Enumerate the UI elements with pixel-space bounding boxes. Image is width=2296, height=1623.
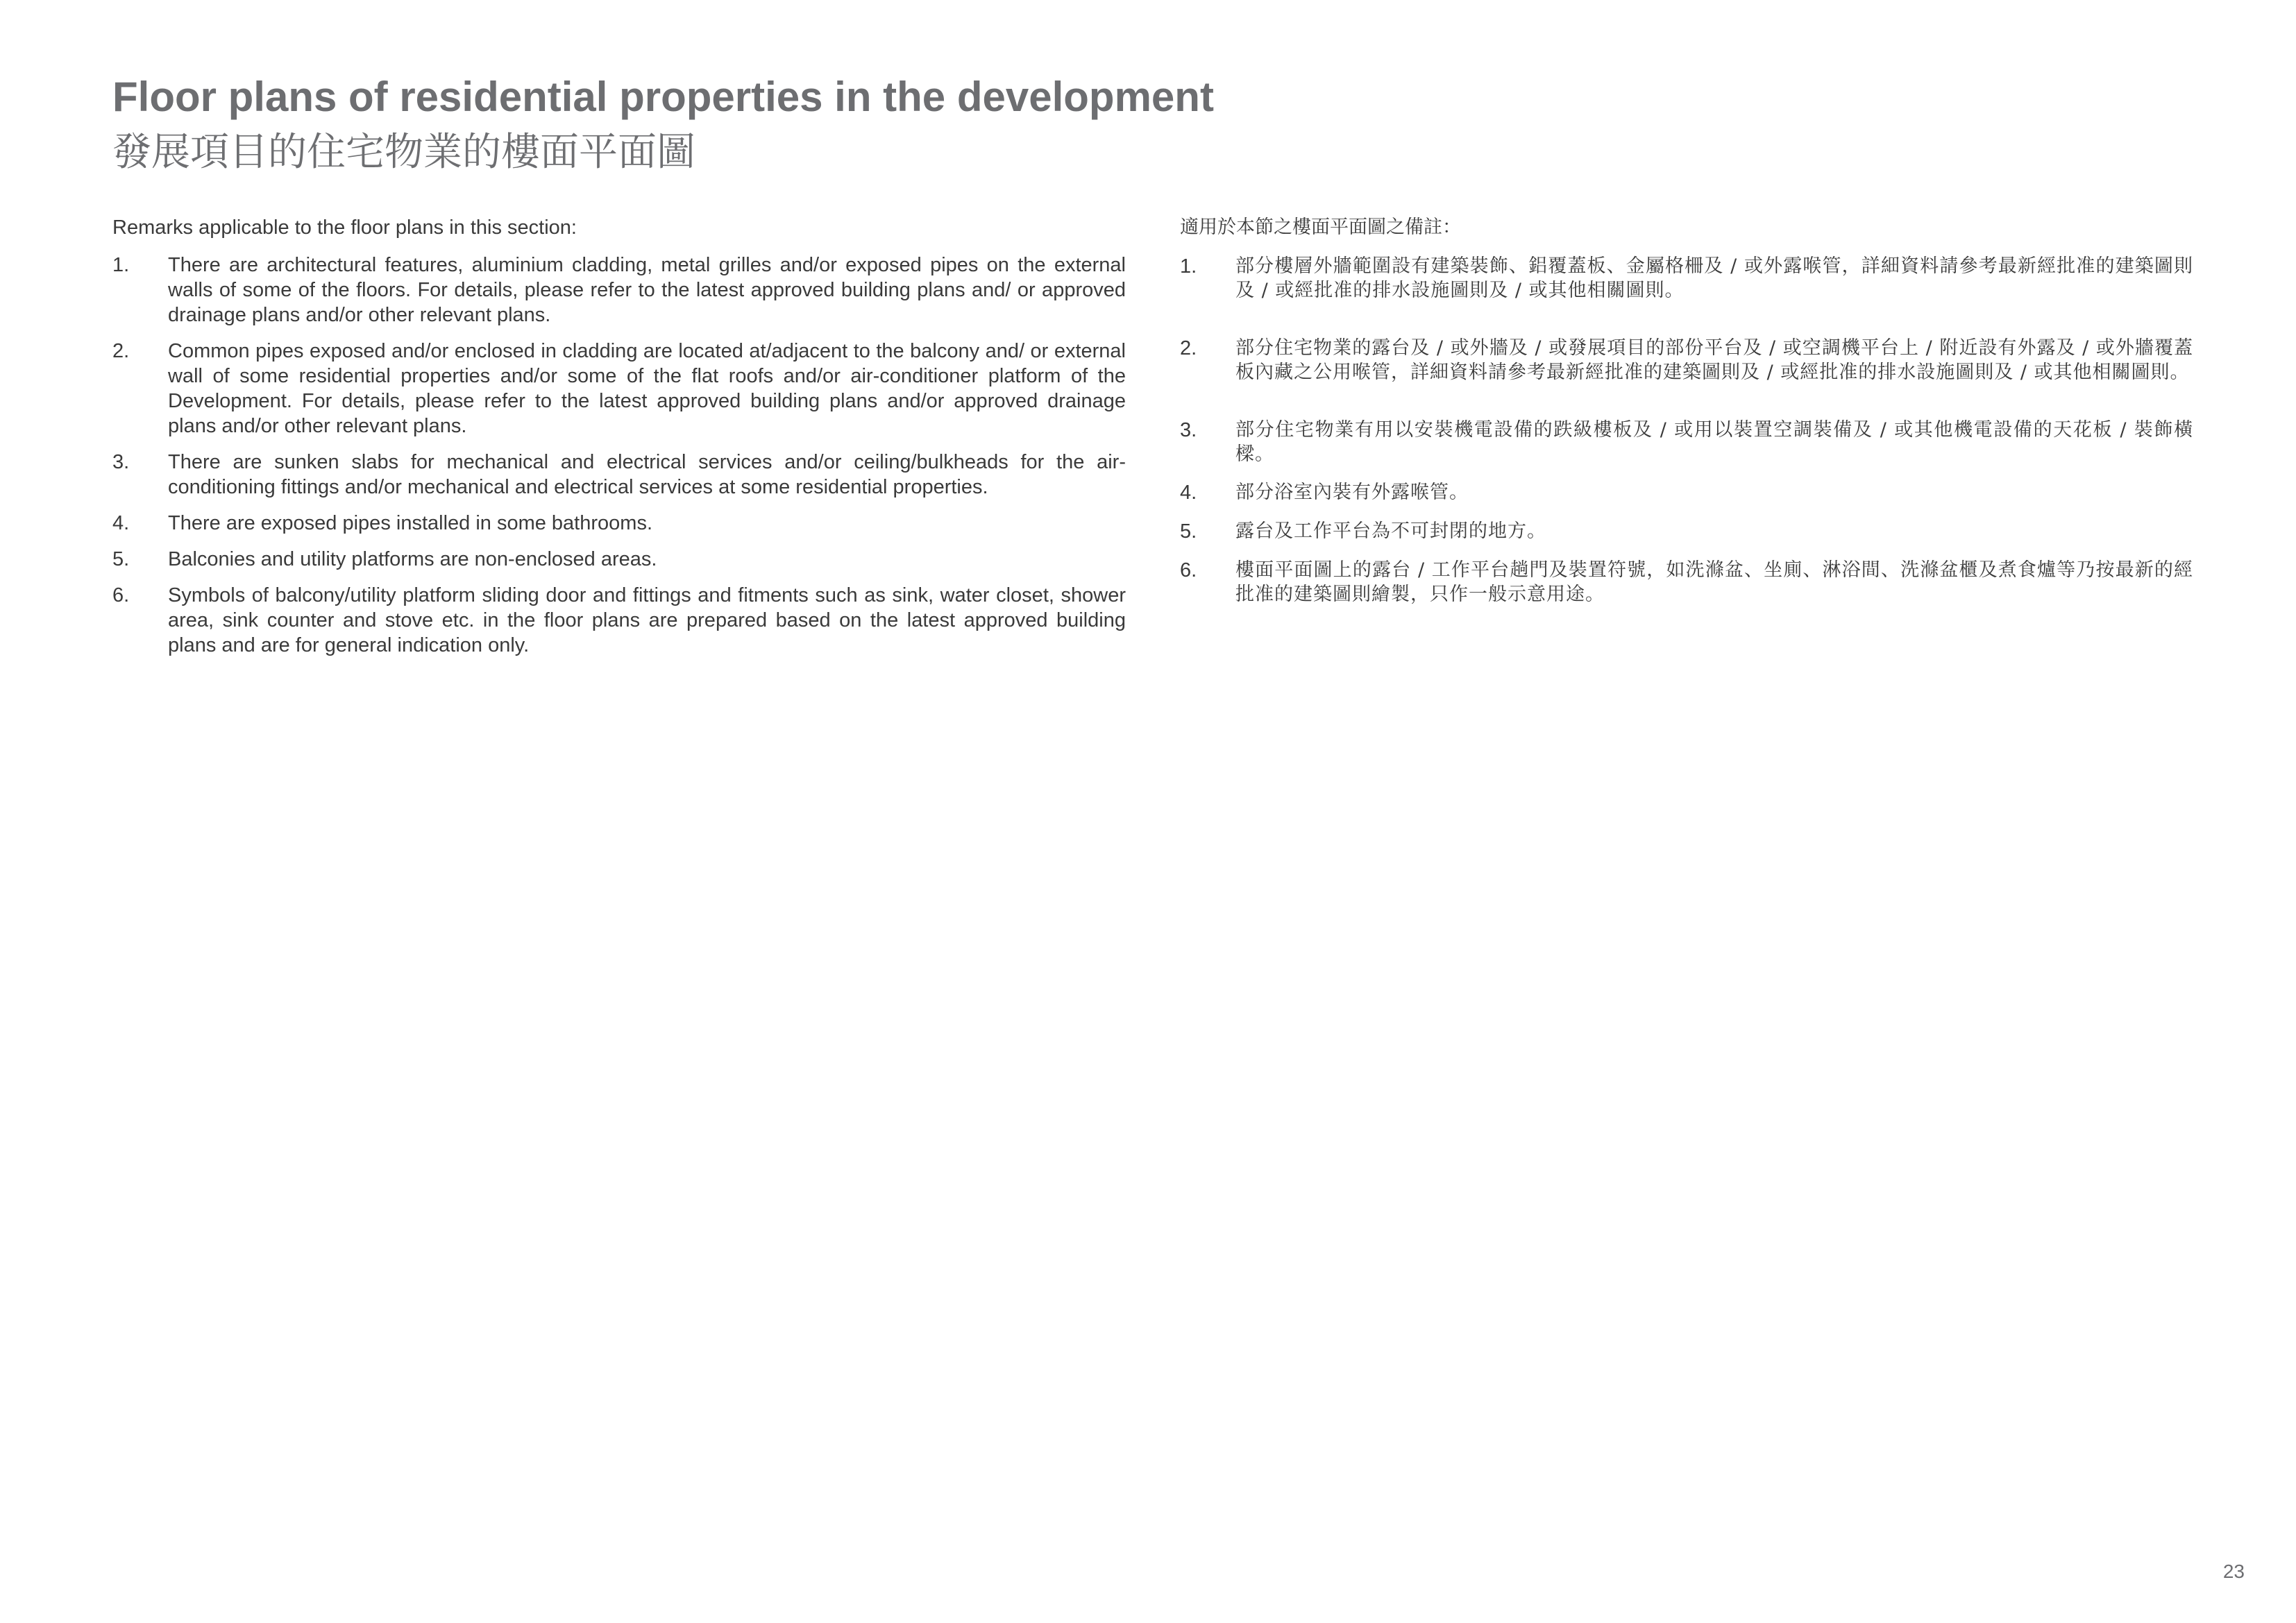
remark-item-zh-6 xyxy=(1180,558,2193,606)
remark-item-zh-2 xyxy=(1180,336,2193,384)
remark-text: There are exposed pipes installed in some bathrooms. xyxy=(168,512,652,534)
remark-text: There are architectural features, aluminium cladding, metal grilles and/or exposed pipes on the external walls of some of the floors. For details, please refer to the latest approved building plans and/ or approved drainage plans and/or other relevant plans. xyxy=(168,254,1126,326)
remark-number: 2. xyxy=(112,340,130,362)
remark-item-en-6 xyxy=(112,583,1126,658)
remark-text: 部分住宅物業的露台及 / 或外牆及 / 或發展項目的部份平台及 / 或空調機平台上 / 附近設有外露及 / 或外牆覆蓋板內藏之公用喉管，詳細資料請參考最新經批准的建築圖則及 / 或經批准的排水設施圖則及 / 或其他相關圖則。 xyxy=(1235,337,2193,383)
remark-number: 4. xyxy=(1180,482,1197,504)
remark-number: 2. xyxy=(1180,337,1197,359)
remark-item-en-4 xyxy=(112,511,1126,536)
remark-text: 部分浴室內裝有外露喉管。 xyxy=(1235,482,1469,503)
remark-item-zh-4 xyxy=(1180,480,2193,505)
remarks-intro-en: Remarks applicable to the floor plans in this section: xyxy=(112,216,577,239)
remark-text: There are sunken slabs for mechanical and electrical services and/or ceiling/bulkheads for the air-conditioning fittings and/or mechanical and electrical services at some residential properties. xyxy=(168,451,1126,498)
remark-number: 4. xyxy=(112,512,130,534)
remark-item-en-5 xyxy=(112,547,1126,572)
remark-text: 部分樓層外牆範圍設有建築裝飾、鋁覆蓋板、金屬格柵及 / 或外露喉管，詳細資料請參考最新經批准的建築圖則及 / 或經批准的排水設施圖則及 / 或其他相關圖則。 xyxy=(1235,255,2193,301)
remark-text: Symbols of balcony/utility platform sliding door and fittings and fitments such as sink, water closet, shower area, sink counter and stove etc. in the floor plans are prepared based on the latest approved building plans and are for general indication only. xyxy=(168,584,1126,656)
remarks-chinese-column xyxy=(1180,215,2193,620)
remark-number: 6. xyxy=(112,584,130,606)
remark-text: Common pipes exposed and/or enclosed in cladding are located at/adjacent to the balcony and/ or external wall of some residential properties and/or some of the flat roofs and/or air-conditioner platform of the Development. For details, please refer to the latest approved building plans and/or approved drainage plans and/or other relevant plans. xyxy=(168,340,1126,437)
remark-item-zh-3 xyxy=(1180,418,2193,466)
remark-item-zh-5 xyxy=(1180,519,2193,544)
remark-item-zh-1 xyxy=(1180,254,2193,303)
remark-text: 樓面平面圖上的露台 / 工作平台趟門及裝置符號，如洗滌盆、坐廁、淋浴間、洗滌盆櫃及煮食爐等乃按最新的經批准的建築圖則繪製，只作一般示意用途。 xyxy=(1235,559,2193,605)
remark-number: 3. xyxy=(112,451,130,473)
remark-item-en-1 xyxy=(112,253,1126,328)
remark-number: 5. xyxy=(112,548,130,570)
remarks-english-column xyxy=(112,215,1126,669)
remark-number: 3. xyxy=(1180,419,1197,441)
page-title-en: Floor plans of residential properties in the development xyxy=(112,74,1214,120)
remark-text: 部分住宅物業有用以安裝機電設備的跌級樓板及 / 或用以裝置空調裝備及 / 或其他機電設備的天花板 / 裝飾橫樑。 xyxy=(1235,419,2193,465)
page-title-zh: 發展項目的住宅物業的樓面平面圖 xyxy=(112,130,695,175)
page-title-block xyxy=(112,69,1501,179)
page-number: 23 xyxy=(2222,1561,2245,1582)
remark-text: 露台及工作平台為不可封閉的地方。 xyxy=(1235,520,1546,542)
remarks-intro-zh: 適用於本節之樓面平面圖之備註： xyxy=(1180,216,1461,238)
remark-number: 1. xyxy=(1180,255,1197,278)
remark-item-en-2 xyxy=(112,339,1126,439)
remark-number: 6. xyxy=(1180,559,1197,581)
remark-item-en-3 xyxy=(112,450,1126,500)
remark-number: 5. xyxy=(1180,520,1197,543)
remark-text: Balconies and utility platforms are non-enclosed areas. xyxy=(168,548,657,570)
remark-number: 1. xyxy=(112,254,130,276)
